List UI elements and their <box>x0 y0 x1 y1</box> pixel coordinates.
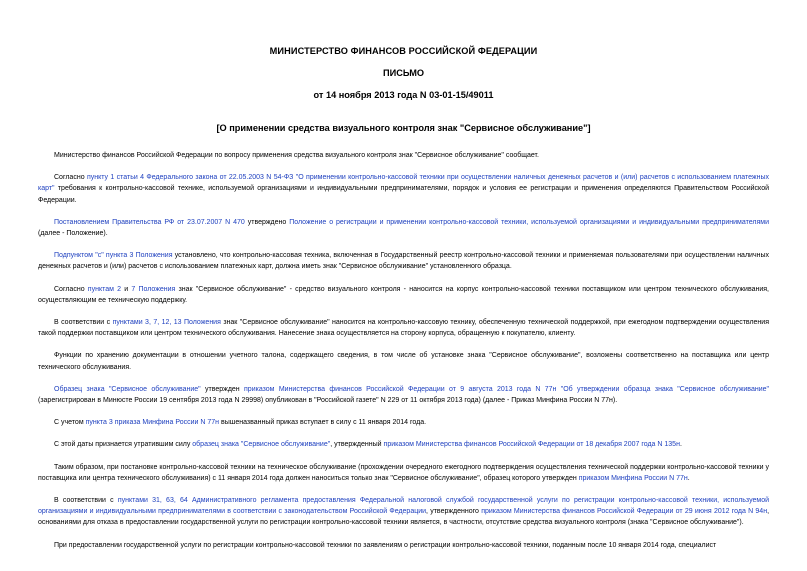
paragraph-text: В соответствии с <box>54 319 113 327</box>
paragraph-text: С учетом <box>54 419 86 427</box>
paragraph <box>38 250 769 272</box>
document-link[interactable]: образец знака "Сервисное обслуживание" <box>192 441 331 449</box>
paragraph <box>38 495 769 529</box>
document-link[interactable]: приказом Минфина России N 77н <box>578 474 688 482</box>
paragraph <box>38 540 769 551</box>
paragraph <box>38 284 769 306</box>
paragraph-text: Таким образом, при постановке контрольно-кассовой техники на техническое обслуживание (прохождении очередного ежегодного подтверждения осуществления технической поддержки контрольно-кассовой техники у поставщика или центра технического обслуживания) с 11 января 2014 года должен наноситься только знак "Сервисное обслуживание", образец которого утвержден <box>38 463 769 482</box>
paragraph <box>38 384 769 406</box>
paragraph-text: Согласно <box>54 285 88 293</box>
paragraph-text: вышеназванный приказ вступает в силу с 11 января 2014 года. <box>219 419 427 427</box>
document-date-number: от 14 ноября 2013 года N 03-01-15/49011 <box>313 90 494 100</box>
document-link[interactable]: приказом Министерства финансов Российской Федерации от 29 июня 2012 года N 94н <box>481 508 768 516</box>
paragraph-text: В соответствии с <box>54 497 118 505</box>
document-link[interactable]: Постановлением Правительства РФ от 23.07.2007 N 470 <box>54 218 245 226</box>
paragraph-text: , утвержденного <box>426 508 482 516</box>
paragraph-text: . <box>679 441 682 449</box>
document-link[interactable]: Образец знака "Сервисное обслуживание" <box>54 385 201 393</box>
paragraph-text: установлено, что контрольно-кассовая техника, включенная в Государственный реестр контрольно-кассовой техники и применяемая пользователями при осуществлении наличных денежных расчетов и (или) расчетов с использованием платежных карт, должна иметь знак "Сервисное обслуживание" установленного образца. <box>38 252 769 271</box>
paragraph <box>38 172 769 206</box>
document-subject: [О применении средства визуального контроля знак "Сервисное обслуживание"] <box>216 123 591 133</box>
paragraph-text: Функции по хранению документации в отношении учетного талона, содержащего сведения, в том числе об установке знака "Сервисное обслуживание", возложены соответственно на поставщика или центр технического обслуживания. <box>38 352 769 371</box>
paragraph-text: знак "Сервисное обслуживание" - средство визуального контроля - наносится на корпус контрольно-кассовой техники поставщиком или центром технического обслуживания, осуществляющим ее техническую поддержку. <box>38 285 769 304</box>
paragraph-text: требования к контрольно-кассовой технике, используемой организациями и индивидуальными предпринимателями, порядок и условия ее регистрации и применения определяются Правительством Российской Федерации. <box>38 185 769 204</box>
document-link[interactable]: пунктам 2 <box>87 285 122 293</box>
paragraph <box>38 217 769 239</box>
paragraph-text: , основаниями для отказа в предоставлении государственной услуги по регистрации контрольно-кассовой техники является, в частности, отсутствие средства визуального контроля (знака "Сервисное обслуживание"). <box>38 508 770 527</box>
paragraph-text: . <box>687 474 690 482</box>
document-type: ПИСЬМО <box>382 68 425 78</box>
paragraph-text: Министерство финансов Российской Федерации по вопросу применения средства визуального контроля знак "Сервисное обслуживание" сообщает. <box>54 152 539 159</box>
paragraph <box>38 350 769 372</box>
paragraph-text: Согласно <box>54 174 87 182</box>
paragraph-text: утвержден <box>200 385 245 393</box>
paragraph <box>38 417 769 428</box>
ministry-heading: МИНИСТЕРСТВО ФИНАНСОВ РОССИЙСКОЙ ФЕДЕРАЦИИ <box>269 46 538 56</box>
paragraph-text: С этой даты признается утратившим силу <box>54 441 193 449</box>
document-link[interactable]: пункту 1 статьи 4 Федерального закона от 22.05.2003 N 54-ФЗ "О применении контрольно-кассовой техники при осуществлении наличных денежных расчетов и (или) расчетов с использованием платежных карт" <box>38 174 770 193</box>
document-body <box>38 150 769 562</box>
document-link[interactable]: 7 Положения <box>131 285 176 293</box>
paragraph-text: При предоставлении государственной услуги по регистрации контрольно-кассовой техники по заявлениям о регистрации контрольно-кассовой техники, поданным после 10 января 2014 года, специалист <box>54 541 717 549</box>
paragraph <box>38 462 769 484</box>
paragraph-text: утверждено <box>244 218 290 226</box>
paragraph-text: , утвержденный <box>330 441 384 449</box>
document-link[interactable]: приказом Министерства финансов Российской Федерации от 9 августа 2013 года N 77н "Об утверждении образца знака "Сервисное обслуживание" <box>244 385 769 393</box>
document-link[interactable]: пунктами 31, 63, 64 Административного регламента предоставления Федеральной налоговой службой государственной услуги по регистрации контрольно-кассовой техники, используемой организациями и индивидуальными предпринимателями в соответствии с законодательством Российской Федерации <box>38 497 769 516</box>
paragraph-text: (далее - Положение). <box>38 230 108 238</box>
paragraph-text: знак "Сервисное обслуживание" наносится на контрольно-кассовую технику, обеспеченную технической поддержкой, при ежегодном подтверждении осуществления такой поддержки поставщиком или центром технического обслуживания. Нанесение знака осуществляется на сторону корпуса, обращенную к покупателю, клиенту. <box>38 319 770 338</box>
paragraph-text: и <box>121 285 132 293</box>
paragraph-text: (зарегистрирован в Минюсте России 19 сентября 2013 года N 29998) опубликован в "Российской газете" N 229 от 11 октября 2013 года) (далее - Приказ Минфина России N 77н). <box>38 397 618 405</box>
document-link[interactable]: пункта 3 приказа Минфина России N 77н <box>85 419 220 427</box>
document-link[interactable]: Подпунктом "с" пункта 3 Положения <box>54 252 173 260</box>
document-link[interactable]: приказом Министерства финансов Российской Федерации от 18 декабря 2007 года N 135н <box>383 441 680 449</box>
paragraph <box>38 150 769 161</box>
document-link[interactable]: пунктами 3, 7, 12, 13 Положения <box>112 319 221 327</box>
document-link[interactable]: Положение о регистрации и применении контрольно-кассовой техники, используемой организациями и индивидуальными предпринимателями <box>289 218 769 226</box>
paragraph <box>38 317 769 339</box>
paragraph <box>38 439 769 450</box>
